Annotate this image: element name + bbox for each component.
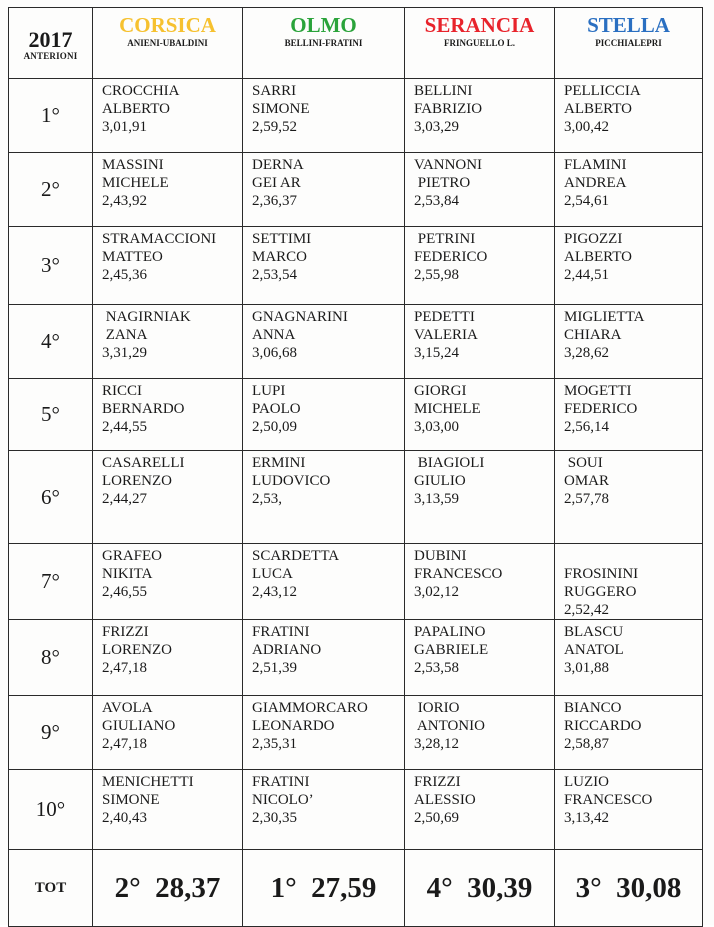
athlete-name: LUZIO <box>564 774 609 790</box>
athlete-cell <box>555 79 703 153</box>
athlete-time: 3,28,12 <box>414 736 459 752</box>
athlete-name: DUBINI <box>414 548 467 564</box>
athlete-time: 2,43,92 <box>102 193 147 209</box>
athlete-time: 2,56,14 <box>564 419 609 435</box>
athlete-name: LUPI <box>252 383 286 399</box>
athlete-name: SOUI <box>564 455 603 471</box>
athlete-time: 3,02,12 <box>414 584 459 600</box>
athlete-time: 3,13,42 <box>564 810 609 826</box>
result-row <box>9 153 703 227</box>
athlete-name: IORIO <box>414 700 460 716</box>
athlete-name: ALESSIO <box>414 792 476 808</box>
athlete-name: LUDOVICO <box>252 473 331 489</box>
athlete-time: 2,45,36 <box>102 267 147 283</box>
athlete-name: ANTONIO <box>414 718 485 734</box>
athlete-cell <box>555 620 703 696</box>
athlete-cell <box>405 153 555 227</box>
athlete-name: ANNA <box>252 327 296 343</box>
athlete-time: 3,01,91 <box>102 119 147 135</box>
athlete-name: GNAGNARINI <box>252 309 348 325</box>
athlete-time: 2,46,55 <box>102 584 147 600</box>
athlete-name: CROCCHIA <box>102 83 180 99</box>
athlete-cell <box>93 770 243 850</box>
athlete-time: 3,03,00 <box>414 419 459 435</box>
team-name: STELLA <box>587 13 670 37</box>
team-header-corsica <box>93 8 243 79</box>
header-row <box>9 8 703 79</box>
position-cell: 4° <box>9 305 93 379</box>
athlete-name: ANATOL <box>564 642 624 658</box>
athlete-name: FRATINI <box>252 624 310 640</box>
athlete-name: CHIARA <box>564 327 622 343</box>
athlete-cell <box>405 544 555 620</box>
result-row <box>9 79 703 153</box>
athlete-name: FRANCESCO <box>564 792 653 808</box>
athlete-name: LEONARDO <box>252 718 335 734</box>
athlete-time: 3,28,62 <box>564 345 609 361</box>
athlete-name: GIULIANO <box>102 718 176 734</box>
athlete-time: 2,53,84 <box>414 193 459 209</box>
athlete-time: 2,35,31 <box>252 736 297 752</box>
position-cell: 1° <box>9 79 93 153</box>
result-row <box>9 227 703 305</box>
athlete-name: FRANCESCO <box>414 566 503 582</box>
position-cell: 7° <box>9 544 93 620</box>
athlete-cell <box>243 620 405 696</box>
athlete-name: VALERIA <box>414 327 478 343</box>
athlete-name: CASARELLI <box>102 455 185 471</box>
athlete-name: NICOLO’ <box>252 792 314 808</box>
athlete-name: PEDETTI <box>414 309 475 325</box>
athlete-name: FROSININI <box>564 566 639 582</box>
athlete-name: SCARDETTA <box>252 548 340 564</box>
team-header-serancia <box>405 8 555 79</box>
athlete-name: LORENZO <box>102 642 172 658</box>
athlete-time: 2,40,43 <box>102 810 147 826</box>
team-coaches: ANIENI-UBALDINI <box>127 38 208 48</box>
position-cell: 10° <box>9 770 93 850</box>
athlete-time: 2,50,09 <box>252 419 297 435</box>
athlete-cell <box>405 770 555 850</box>
athlete-time: 2,52,42 <box>564 602 609 618</box>
athlete-cell <box>555 544 703 620</box>
athlete-time: 2,44,55 <box>102 419 147 435</box>
athlete-time: 2,50,69 <box>414 810 459 826</box>
athlete-name: MATTEO <box>102 249 163 265</box>
athlete-name: PAOLO <box>252 401 301 417</box>
athlete-name: MENICHETTI <box>102 774 194 790</box>
athlete-time: 2,54,61 <box>564 193 609 209</box>
team-total: 4° 30,39 <box>405 850 555 927</box>
team-header-stella <box>555 8 703 79</box>
athlete-cell <box>243 451 405 544</box>
athlete-cell <box>93 153 243 227</box>
result-row <box>9 770 703 850</box>
athlete-name: GABRIELE <box>414 642 489 658</box>
athlete-cell <box>555 770 703 850</box>
athlete-name: LUCA <box>252 566 293 582</box>
athlete-time: 2,59,52 <box>252 119 297 135</box>
athlete-cell <box>243 379 405 451</box>
position-cell: 6° <box>9 451 93 544</box>
athlete-time: 3,00,42 <box>564 119 609 135</box>
athlete-name: BELLINI <box>414 83 473 99</box>
athlete-name: PELLICCIA <box>564 83 641 99</box>
athlete-name: VANNONI <box>414 157 483 173</box>
athlete-name: MASSINI <box>102 157 164 173</box>
team-total: 2° 28,37 <box>93 850 243 927</box>
athlete-cell <box>555 451 703 544</box>
athlete-time: 2,57,78 <box>564 491 609 507</box>
athlete-name: ALBERTO <box>564 101 632 117</box>
athlete-name: NIKITA <box>102 566 153 582</box>
athlete-cell <box>555 305 703 379</box>
athlete-name: GIULIO <box>414 473 466 489</box>
athlete-name: STRAMACCIONI <box>102 231 217 247</box>
result-row <box>9 544 703 620</box>
athlete-cell <box>93 227 243 305</box>
athlete-time: RUGGERO <box>564 584 637 600</box>
athlete-cell <box>93 451 243 544</box>
athlete-name: PETRINI <box>414 231 476 247</box>
team-coaches: BELLINI-FRATINI <box>284 38 363 48</box>
athlete-name: GIORGI <box>414 383 467 399</box>
athlete-time: 2,47,18 <box>102 660 147 676</box>
athlete-name: BERNARDO <box>102 401 185 417</box>
athlete-name: FEDERICO <box>414 249 488 265</box>
athlete-name: FLAMINI <box>564 157 627 173</box>
athlete-name: FRIZZI <box>414 774 461 790</box>
athlete-cell <box>243 227 405 305</box>
result-row <box>9 696 703 770</box>
team-total: 1° 27,59 <box>243 850 405 927</box>
athlete-cell <box>555 696 703 770</box>
athlete-cell <box>243 696 405 770</box>
athlete-name: SIMONE <box>102 792 160 808</box>
team-total: 3° 30,08 <box>555 850 703 927</box>
athlete-name: SIMONE <box>252 101 310 117</box>
athlete-name: FEDERICO <box>564 401 638 417</box>
team-header-olmo <box>243 8 405 79</box>
athlete-name: PIGOZZI <box>564 231 623 247</box>
athlete-time: 2,30,35 <box>252 810 297 826</box>
athlete-cell <box>405 305 555 379</box>
result-row <box>9 379 703 451</box>
athlete-cell <box>243 544 405 620</box>
athlete-name: AVOLA <box>102 700 153 716</box>
athlete-name: OMAR <box>564 473 610 489</box>
athlete-name: RICCI <box>102 383 143 399</box>
athlete-cell <box>555 379 703 451</box>
athlete-cell <box>405 79 555 153</box>
athlete-cell <box>93 79 243 153</box>
athlete-name: NAGIRNIAK <box>102 309 191 325</box>
athlete-time: 2,51,39 <box>252 660 297 676</box>
athlete-cell <box>405 451 555 544</box>
category-label: ANTERIONI <box>23 50 78 61</box>
athlete-name: MARCO <box>252 249 308 265</box>
athlete-cell <box>555 227 703 305</box>
athlete-name: BIANCO <box>564 700 622 716</box>
result-row <box>9 620 703 696</box>
team-coaches: PICCHIALEPRI <box>595 38 662 48</box>
athlete-cell <box>405 696 555 770</box>
athlete-time: 3,31,29 <box>102 345 147 361</box>
athlete-cell <box>93 544 243 620</box>
athlete-cell <box>93 696 243 770</box>
athlete-name: ALBERTO <box>102 101 170 117</box>
totals-row <box>9 850 703 927</box>
athlete-name: LORENZO <box>102 473 172 489</box>
athlete-name: RICCARDO <box>564 718 642 734</box>
athlete-name: FABRIZIO <box>414 101 483 117</box>
athlete-cell <box>243 305 405 379</box>
athlete-cell <box>405 227 555 305</box>
athlete-name: SARRI <box>252 83 297 99</box>
athlete-name: GEI AR <box>252 175 301 191</box>
results-table <box>8 7 703 927</box>
athlete-name: DERNA <box>252 157 304 173</box>
position-cell: 2° <box>9 153 93 227</box>
athlete-time: 2,44,51 <box>564 267 609 283</box>
athlete-time: 3,06,68 <box>252 345 297 361</box>
athlete-name: GIAMMORCARO <box>252 700 368 716</box>
year-cell <box>9 8 93 79</box>
athlete-name: ADRIANO <box>252 642 322 658</box>
athlete-name: MICHELE <box>414 401 481 417</box>
athlete-name: MIGLIETTA <box>564 309 645 325</box>
athlete-time: 2,43,12 <box>252 584 297 600</box>
athlete-time: 3,13,59 <box>414 491 459 507</box>
athlete-time: 2,44,27 <box>102 491 147 507</box>
athlete-time: 3,01,88 <box>564 660 609 676</box>
athlete-cell <box>243 770 405 850</box>
athlete-name: ERMINI <box>252 455 306 471</box>
position-cell: 8° <box>9 620 93 696</box>
position-cell: 3° <box>9 227 93 305</box>
athlete-cell <box>243 79 405 153</box>
athlete-time: 2,47,18 <box>102 736 147 752</box>
athlete-time: 2,58,87 <box>564 736 609 752</box>
position-cell: 5° <box>9 379 93 451</box>
team-coaches: FRINGUELLO L. <box>443 38 515 48</box>
athlete-name: FRATINI <box>252 774 310 790</box>
athlete-cell <box>405 379 555 451</box>
athlete-time: 3,03,29 <box>414 119 459 135</box>
position-cell: 9° <box>9 696 93 770</box>
athlete-time: 2,36,37 <box>252 193 297 209</box>
team-name: SERANCIA <box>424 13 535 37</box>
athlete-name: BLASCU <box>564 624 624 640</box>
athlete-cell <box>405 620 555 696</box>
athlete-time: 2,53, <box>252 491 282 507</box>
athlete-name: ZANA <box>102 327 148 343</box>
athlete-name: ANDREA <box>564 175 627 191</box>
result-row <box>9 305 703 379</box>
athlete-name: SETTIMI <box>252 231 312 247</box>
athlete-name: ALBERTO <box>564 249 632 265</box>
athlete-name: BIAGIOLI <box>414 455 485 471</box>
team-name: CORSICA <box>119 13 216 37</box>
year-label: 2017 <box>28 26 73 52</box>
totals-label: TOT <box>9 850 93 927</box>
athlete-cell <box>93 620 243 696</box>
result-row <box>9 451 703 544</box>
athlete-cell <box>555 153 703 227</box>
athlete-name: PAPALINO <box>414 624 486 640</box>
team-name: OLMO <box>290 13 357 37</box>
athlete-name <box>564 547 702 565</box>
athlete-cell <box>93 379 243 451</box>
athlete-time: 3,15,24 <box>414 345 459 361</box>
athlete-cell <box>243 153 405 227</box>
athlete-cell <box>93 305 243 379</box>
athlete-name: PIETRO <box>414 175 471 191</box>
athlete-time: 2,53,54 <box>252 267 297 283</box>
athlete-name: MOGETTI <box>564 383 632 399</box>
athlete-time: 2,55,98 <box>414 267 459 283</box>
athlete-name: GRAFEO <box>102 548 163 564</box>
athlete-name: MICHELE <box>102 175 169 191</box>
athlete-time: 2,53,58 <box>414 660 459 676</box>
athlete-name: FRIZZI <box>102 624 149 640</box>
